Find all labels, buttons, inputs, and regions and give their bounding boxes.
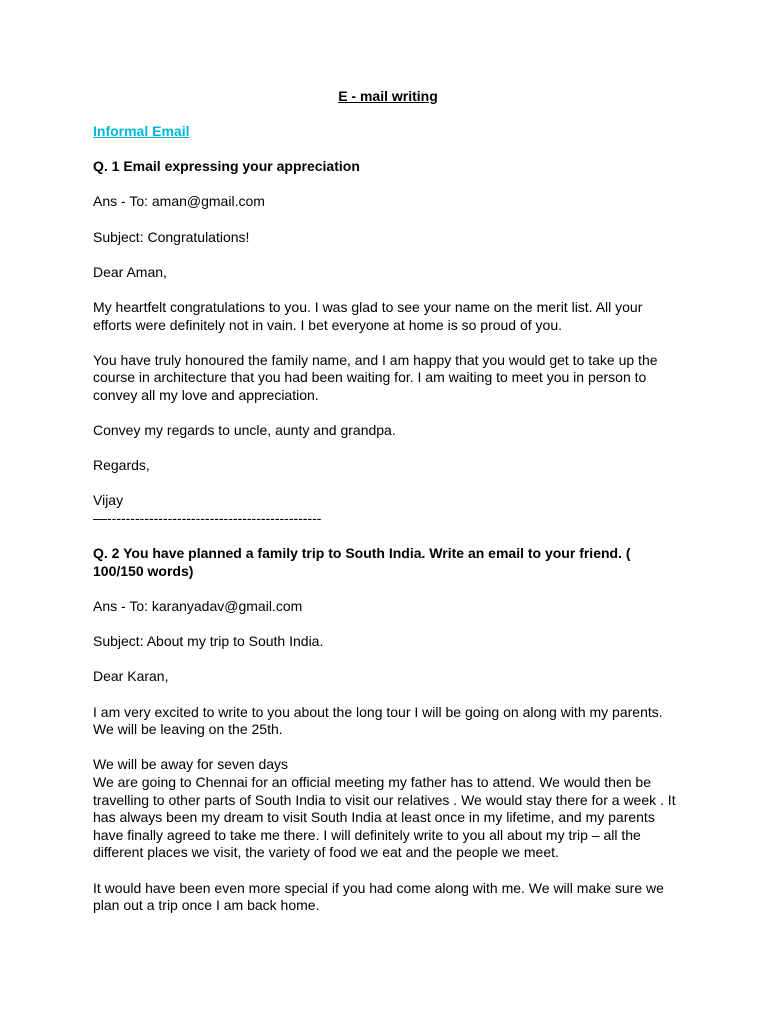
q1-closing: Regards, xyxy=(93,457,150,474)
q2-paragraph-2-first-line: We will be away for seven days xyxy=(93,756,289,773)
document-title: E - mail writing xyxy=(338,88,438,104)
q1-paragraph-3: Convey my regards to uncle, aunty and grandpa. xyxy=(93,422,396,439)
q1-signature: Vijay xyxy=(93,492,124,509)
q2-question: Q. 2 You have planned a family trip to South India. Write an email to your friend. ( 100/150 words) xyxy=(93,545,631,579)
document-content xyxy=(93,88,683,932)
separator-line: —---------------------------------------------- xyxy=(93,510,322,527)
q2-paragraph-2: We are going to Chennai for an official meeting my father has to attend. We would then be travelling to other parts of South India to visit our relatives . We would stay there for a week . It has always been my dream to visit South India at least once in my lifetime, and my parents have finally agreed to take me there. I will definitely write to you all about my trip – all the different places we visit, the variety of food we eat and the people we meet. xyxy=(93,773,676,861)
informal-email-link[interactable]: Informal Email xyxy=(93,123,190,139)
q1-paragraph-2: You have truly honoured the family name, and I am happy that you would get to take up the course in architecture that you had been waiting for. I am waiting to meet you in person to convey all my love and appreciation. xyxy=(93,351,658,403)
q2-to-line: Ans - To: karanyadav@gmail.com xyxy=(93,598,303,615)
q1-greeting: Dear Aman, xyxy=(93,263,167,280)
q2-subject-line: Subject: About my trip to South India. xyxy=(93,633,324,650)
q1-paragraph-1: My heartfelt congratulations to you. I was glad to see your name on the merit list. All your efforts were definitely not in vain. I bet everyone at home is so proud of you. xyxy=(93,298,643,333)
q1-subject-line: Subject: Congratulations! xyxy=(93,228,250,245)
q2-greeting: Dear Karan, xyxy=(93,668,169,685)
q1-question: Q. 1 Email expressing your appreciation xyxy=(93,158,360,175)
q2-paragraph-1: I am very excited to write to you about the long tour I will be going on along with my parents. We will be leaving on the 25th. xyxy=(93,703,663,738)
q2-paragraph-3: It would have been even more special if you had come along with me. We will make sure we plan out a trip once I am back home. xyxy=(93,879,664,914)
q1-to-line: Ans - To: aman@gmail.com xyxy=(93,193,265,210)
